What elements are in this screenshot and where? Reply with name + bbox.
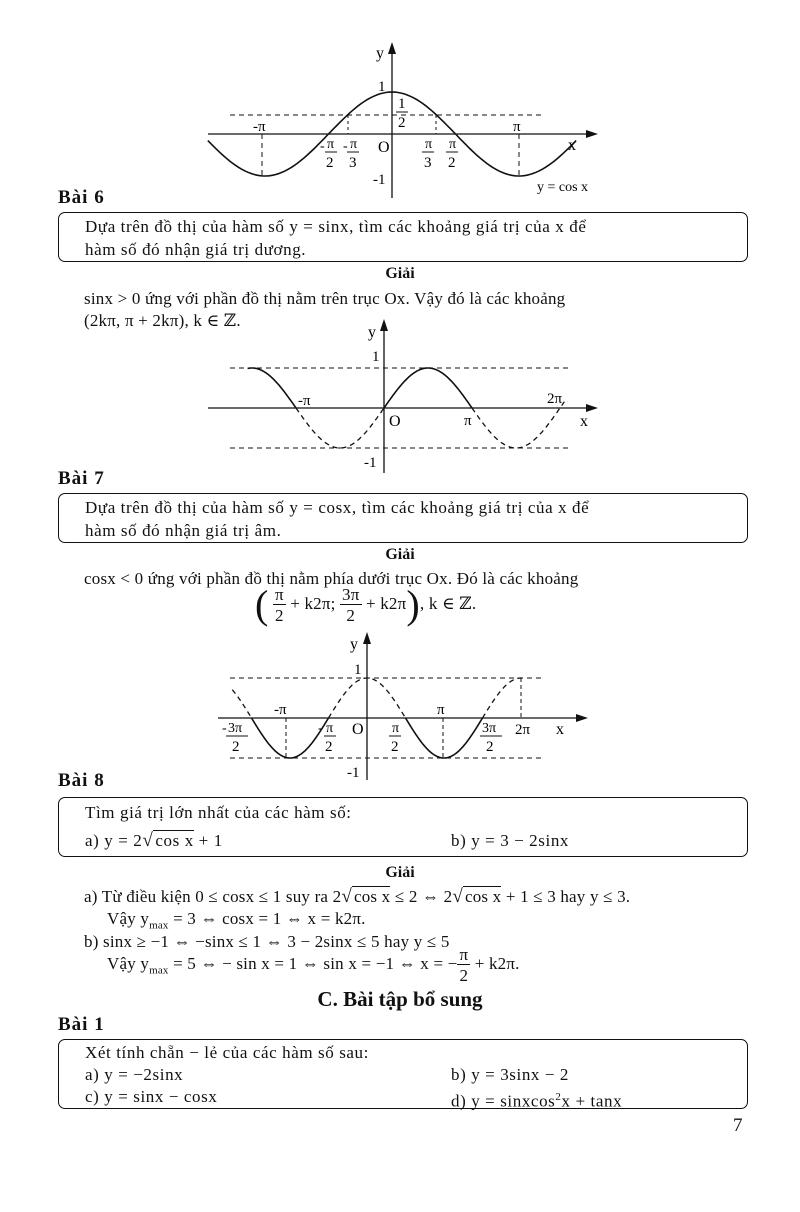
cosine-curve-dashed-right [483,678,525,718]
graph-cosx-negative [0,628,800,783]
bai7-left-tail: + k2π; [290,593,336,613]
graph3-pi2-num: π [392,721,400,736]
svg-text:-: - [222,721,227,736]
bai1-problem-line1: Xét tính chẵn − lẻ của các hàm số sau: [85,1043,369,1062]
graph1-pi2-num: π [449,137,457,152]
svg-text:-: - [343,139,348,154]
graph1-x-label: x [568,137,576,154]
bai8-solution-heading: Giải [385,864,415,881]
graph1-neg-pi3-num: π [350,137,358,152]
bai7-right-den: 2 [346,606,356,625]
y-axis-arrow [388,42,396,54]
section-c-title: C. Bài tập bổ sung [317,987,483,1011]
sine-curve-dashed [296,408,384,448]
bai8-solution-b-line1: b) sinx ≥ −1 ⇔ −sinx ≤ 1 ⇔ 3 − 2sinx ≤ 5 hay y ≤ 5 [84,932,450,951]
page-number: 7 [733,1115,743,1136]
graph2-origin: O [389,413,401,430]
bai8-title: Bài 8 [58,770,105,791]
bai6-problem-line2: hàm số đó nhận giá trị dương. [85,240,307,259]
bai6-solution-line1: sinx > 0 ứng với phần đồ thị nằm trên trục Ox. Vậy đó là các khoảng [84,289,566,308]
bai7-title: Bài 7 [58,468,105,489]
bai7-left-den: 2 [275,606,284,625]
bai8-part-a: a) y = 2√ cos x + 1 [85,830,223,851]
bai8-solution-a-line2: Vậy $y_{max} = 3$ ⇔ cosx = 1 ⇔ x = k2π. [107,909,366,932]
graph1-half-num: 1 [398,96,406,112]
graph1-neg-pi: -π [253,119,266,135]
x-axis-arrow [586,404,598,412]
bai1-part-c: c) y = sinx − cosx [85,1087,218,1106]
x-axis-arrow [586,130,598,138]
graph3-x-label: x [556,721,564,738]
graph3-neg-3pi2-num: 3π [228,721,243,736]
graph1-origin: O [378,139,390,156]
graph1-pi3-den: 3 [424,155,432,171]
graph2-neg-pi: -π [298,393,311,409]
graph1-pi3-num: π [425,137,433,152]
bai7-problem-box [58,493,748,543]
cosine-curve-dashed-left [232,690,251,718]
y-axis-arrow [363,632,371,644]
bai1-problem-box [58,1039,748,1109]
bai1-part-d: d) y = sinxcos$^2$x + tanx [451,1091,623,1111]
y-axis-arrow [380,319,388,331]
graph3-y-label: y [350,636,358,653]
graph1-pi: π [513,119,521,135]
x-axis-arrow [576,714,588,722]
bai8-solution-a-line1: a) Từ điều kiện 0 ≤ cosx ≤ 1 suy ra 2√ cos x ≤ 2 ⇔ 2√ cos x + 1 ≤ 3 hay y ≤ 3. [84,886,631,907]
bai6-problem-box [58,212,748,262]
graph1-y-minus-one: -1 [373,172,386,188]
graph3-neg-pi: -π [274,702,287,718]
sine-curve-solid [248,368,296,408]
bai1-part-a: a) y = −2sinx [85,1065,184,1084]
graph3-two-pi: 2π [515,722,531,738]
graph1-y-label: y [376,45,384,62]
graph1-neg-pi3-den: 3 [349,155,357,171]
bai8-solution-b-line2: Vậy $y_{max} = 5$ ⇔ − sin x = 1 ⇔ sin x = −1 ⇔ x = − $\frac{\pi}{2}$ + k2π. [107,945,520,985]
graph1-curve-label: y = cos x [537,180,589,195]
graph2-y-minus-one: -1 [364,455,377,471]
bai8-part-a-radicand: cos x [155,831,194,850]
graph3-pi: π [437,702,445,718]
graph3-neg-pi2-num: π [326,721,334,736]
graph3-y-minus-one: -1 [347,765,360,781]
bai7-left-num: π [274,585,284,604]
graph3-neg-3pi2-den: 2 [232,739,240,755]
graph3-3pi2-num: 3π [482,721,497,736]
graph1-neg-pi2-num: π [327,137,335,152]
bai8-problem-box [58,797,748,857]
graph3-y-one: 1 [354,662,362,678]
graph3-3pi2-den: 2 [486,739,494,755]
cosine-curve-negative-right [406,718,483,758]
bai1-title: Bài 1 [58,1014,105,1035]
svg-text:-: - [318,721,323,736]
bai7-problem-line1: Dựa trên đồ thị của hàm số y = cosx, tìm các khoảng giá trị của x để [85,498,590,517]
bai1-part-b: b) y = 3sinx − 2 [451,1065,570,1084]
bai7-right-tail: + k2π [365,593,407,613]
bai6-problem-line1: Dựa trên đồ thị của hàm số y = sinx, tìm các khoảng giá trị của x để [85,217,587,236]
bai7-interval-suffix: , k ∈ ℤ. [419,593,477,613]
graph1-half-den: 2 [398,115,406,131]
graph2-x-label: x [580,413,588,430]
bai7-solution-heading: Giải [385,546,415,563]
bai6-solution-line2: (2kπ, π + 2kπ), k ∈ ℤ. [84,311,241,330]
bai7-right-num: 3π [342,585,360,604]
bai6-solution-heading: Giải [385,265,415,282]
bai8-part-b: b) y = 3 − 2sinx [451,831,570,850]
graph-sinx [0,315,800,475]
graph2-y-one: 1 [372,349,380,365]
bai7-problem-line2: hàm số đó nhận giá trị âm. [85,521,282,540]
bai7-interval: ( $\frac{\pi}{2}$ + k2π; $\frac{3\pi}{2}$ + k2π), k ∈ ℤ. [255,582,477,627]
graph-cosx [0,0,800,200]
graph1-neg-pi2-den: 2 [326,155,334,171]
bai8-problem-line1: Tìm giá trị lớn nhất của các hàm số: [85,803,352,822]
graph3-neg-pi2-den: 2 [325,739,333,755]
bai6-title: Bài 6 [58,187,105,208]
graph2-two-pi: 2π [547,391,563,407]
graph1-minus-sign: - [320,139,325,154]
graph3-pi2-den: 2 [391,739,399,755]
bai7-solution-line1: cosx < 0 ứng với phần đồ thị nằm phía dưới trục Ox. Đó là các khoảng [84,569,579,588]
graph1-pi2-den: 2 [448,155,456,171]
graph1-y-one: 1 [378,79,386,95]
graph2-pi: π [464,413,472,429]
sine-curve-solid-positive [384,368,472,408]
graph2-y-label: y [368,324,376,341]
graph3-origin: O [352,721,364,738]
cosine-curve-negative-left [252,718,329,758]
